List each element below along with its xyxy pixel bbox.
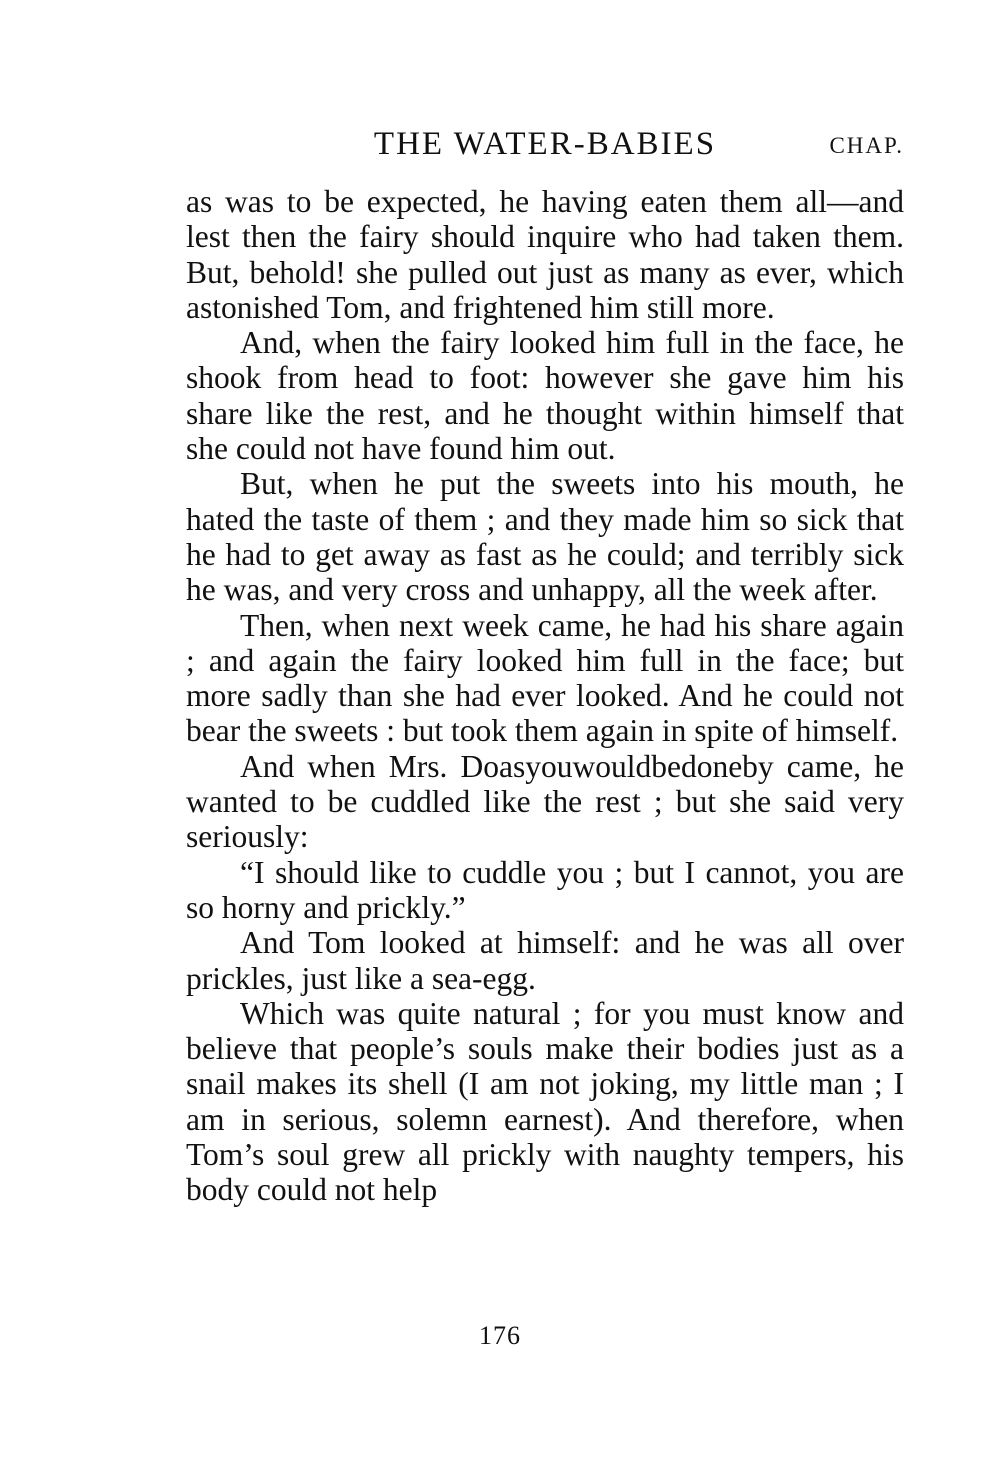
running-header <box>186 122 904 166</box>
paragraph: Then, when next week came, he had his share again ; and again the fairy looked him full in the face; but more sadly than she had ever looked. And he could not bear the sweets : but took them again in spite of himself. <box>186 607 904 749</box>
paragraph-continued: as was to be expected, he having eaten them all—and lest then the fairy should inquire who had taken them. But, behold! she pulled out just as many as ever, which astonished Tom, and frightened him still more. <box>186 184 904 325</box>
paragraph: But, when he put the sweets into his mouth, he hated the taste of them ; and they made him so sick that he had to get away as fast as he could; and terribly sick he was, and very cross and unhappy, all the week after. <box>186 466 904 608</box>
running-title: THE WATER-BABIES <box>373 126 717 162</box>
body-text <box>186 184 904 1208</box>
paragraph: Which was quite natural ; for you must know and believe that people’s souls make their bodies just as a snail makes its shell (I am not joking, my little man ; I am in serious, solemn earnest). And therefore, when Tom’s soul grew all prickly with naughty tempers, his body could not help <box>186 995 904 1208</box>
paragraph: And when Mrs. Doasyouwouldbedoneby came, he wanted to be cuddled like the rest ; but she said very seriously: <box>186 748 904 855</box>
page-number: 176 <box>479 1321 521 1350</box>
paragraph: And Tom looked at himself: and he was all over prickles, just like a sea-egg. <box>186 925 904 996</box>
paragraph: And, when the fairy looked him full in the face, he shook from head to foot: however she gave him his share like the rest, and he thought within himself that she could not have found him out. <box>186 325 904 467</box>
chapter-label: CHAP. <box>829 133 904 158</box>
quoted-paragraph: “I should like to cuddle you ; but I cannot, you are so horny and prickly.” <box>186 854 904 925</box>
